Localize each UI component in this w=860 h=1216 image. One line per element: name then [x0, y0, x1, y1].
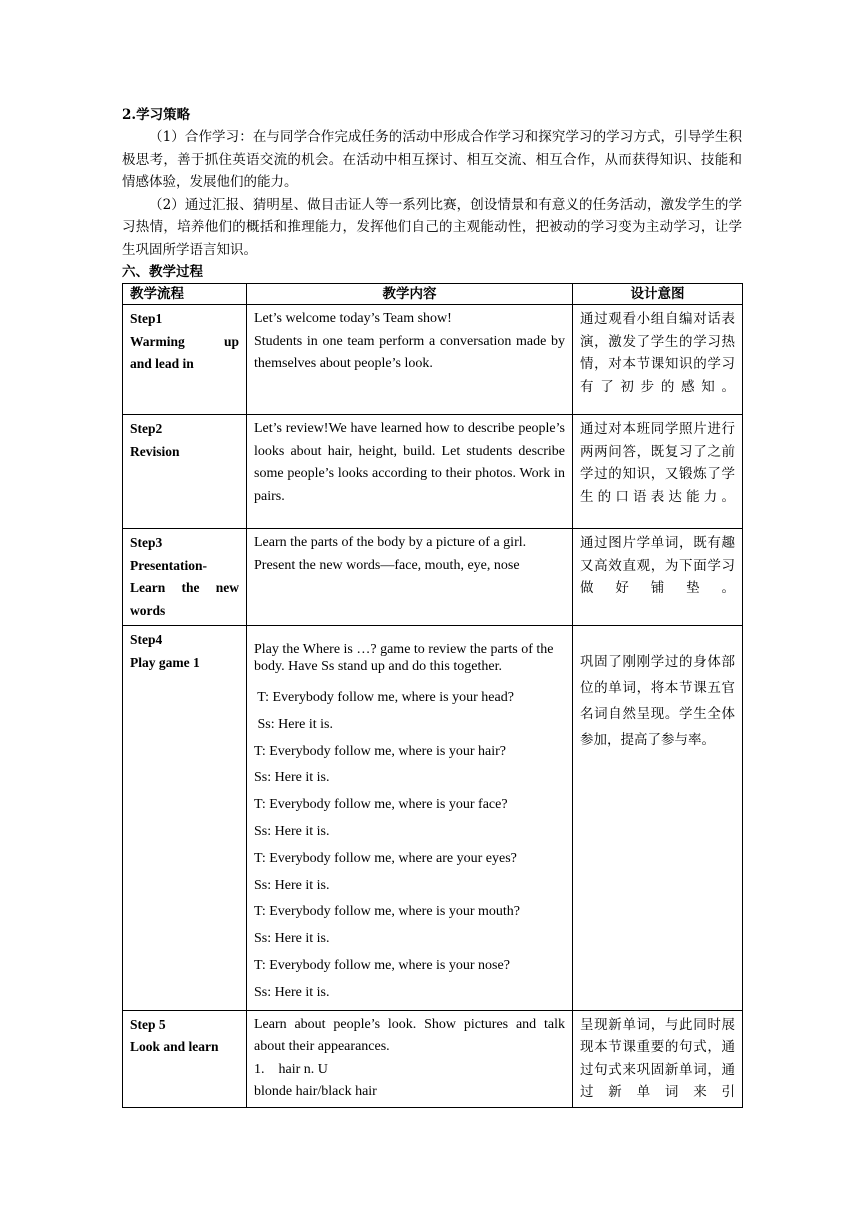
- dialogue-line: Ss: Here it is.: [254, 716, 333, 732]
- dialogue-line: T: Everybody follow me, where is your head?: [254, 690, 514, 705]
- step-title-line: words: [130, 602, 166, 618]
- dialogue-line: T: Everybody follow me, where is your mouth?: [254, 904, 521, 920]
- step-title-line: Revision: [130, 443, 180, 459]
- content-cell: [247, 415, 573, 529]
- dialogue-line: T: Everybody follow me, where is your nose?: [254, 957, 510, 973]
- dialogue-line: Ss: Here it is.: [254, 877, 330, 893]
- step-cell: [123, 415, 247, 529]
- dialogue-line: Ss: Here it is.: [254, 931, 330, 947]
- intent-cell: 呈现新单词，与此同时展现本节课重要的句式，通过句式来巩固新单词，通过新单词来引: [573, 1010, 743, 1107]
- step-title-line: Presentation-: [130, 557, 207, 573]
- step-label: Step3: [130, 535, 163, 550]
- content-cell: [247, 529, 573, 626]
- content-cell: [247, 1010, 573, 1107]
- header-flow: 教学流程: [123, 284, 247, 305]
- content-cell: [247, 626, 573, 1011]
- content-line: Present the new words—face, mouth, eye, nose: [254, 557, 520, 573]
- dialogue-line: T: Everybody follow me, where is your face?: [254, 797, 508, 813]
- section-heading-process: 六、教学过程: [122, 264, 203, 280]
- intent-cell: 通过对本班同学照片进行两两问答，既复习了之前学过的知识，又锻炼了学生的口语表达能力。: [573, 415, 743, 529]
- content-line: blonde hair/black hair: [254, 1084, 377, 1100]
- game-intro: Play the Where is …? game to review the parts of the body. Have Ss stand up and do this together.: [254, 642, 554, 674]
- step-title-word: Learn: [130, 580, 166, 595]
- step-cell: [123, 529, 247, 626]
- step-title-line: [130, 331, 239, 354]
- dialogue-line: Ss: Here it is.: [254, 823, 330, 839]
- step-label: Step1: [130, 311, 163, 326]
- step-title-word: up: [223, 333, 239, 349]
- dialogue-line: Ss: Here it is.: [254, 770, 330, 786]
- step-cell: [123, 305, 247, 415]
- paragraph-strategy-2: （2）通过汇报、猜明星、做目击证人等一系列比赛，创设情景和有意义的任务活动，激发学生的学习热情，培养他们的概括和推理能力，发挥他们自己的主观能动性，把被动的学习变为主动学习，让学生巩固所学语言知识。: [122, 196, 742, 258]
- header-content: 教学内容: [247, 284, 573, 305]
- dialogue-line: T: Everybody follow me, where are your eyes?: [254, 850, 517, 866]
- step-title-word: the: [181, 580, 200, 595]
- step-title-word: Warming: [130, 333, 185, 349]
- content-line: Let’s review!We have learned how to describe people’s looks about hair, height, build. Let students describe some people’s looks according to their photos. Work in pairs.: [254, 421, 565, 504]
- content-line: Learn about people’s look. Show pictures and talk about their appearances.: [254, 1016, 565, 1055]
- table-row: [123, 305, 743, 415]
- intent-cell: 通过图片学单词，既有趣又高效直观，为下面学习做好铺垫。: [573, 529, 743, 626]
- step-title-word: new: [215, 580, 239, 595]
- step-cell: [123, 626, 247, 1011]
- step-title-line: [130, 577, 239, 600]
- content-cell: [247, 305, 573, 415]
- intent-text: 巩固了刚刚学过的身体部位的单词，将本节课五官名词自然呈现。学生全体参加，提高了参与率。: [580, 654, 735, 748]
- table-header-row: [123, 284, 743, 305]
- content-line: Students in one team perform a conversation made by themselves about people’s look.: [254, 333, 565, 371]
- header-intent: 设计意图: [573, 284, 743, 305]
- teaching-process-table: [122, 283, 743, 1108]
- content-line: Learn the parts of the body by a picture of a girl.: [254, 535, 527, 550]
- step-cell: [123, 1010, 247, 1107]
- content-line: 1. hair n. U: [254, 1061, 328, 1077]
- paragraph-strategy-1: （1）合作学习：在与同学合作完成任务的活动中形成合作学习和探究学习的学习方式，引导学生积极思考，善于抓住英语交流的机会。在活动中相互探讨、相互交流、相互合作，从而获得知识、技能和情感体验，发展他们的能力。: [122, 129, 742, 190]
- step-label: Step2: [130, 421, 163, 436]
- intent-cell: [573, 626, 743, 1011]
- table-row: [123, 415, 743, 529]
- step-title-line: and lead in: [130, 356, 194, 371]
- content-line: Let’s welcome today’s Team show!: [254, 311, 452, 326]
- intent-cell: 通过观看小组自编对话表演，激发了学生的学习热情，对本节课知识的学习有了初步的感知。: [573, 305, 743, 415]
- dialogue-line: T: Everybody follow me, where is your hair?: [254, 743, 507, 759]
- section-heading-strategy: 2.学习策略: [122, 107, 191, 123]
- table-row: [123, 529, 743, 626]
- table-row: [123, 626, 743, 1011]
- step-label: Step4: [130, 632, 163, 647]
- step-label: Step 5: [130, 1016, 166, 1032]
- document-content: [122, 104, 742, 1108]
- step-title-line: Look and learn: [130, 1039, 219, 1055]
- dialogue-line: Ss: Here it is.: [254, 984, 330, 1000]
- step-title-line: Play game 1: [130, 654, 200, 670]
- table-row: [123, 1010, 743, 1107]
